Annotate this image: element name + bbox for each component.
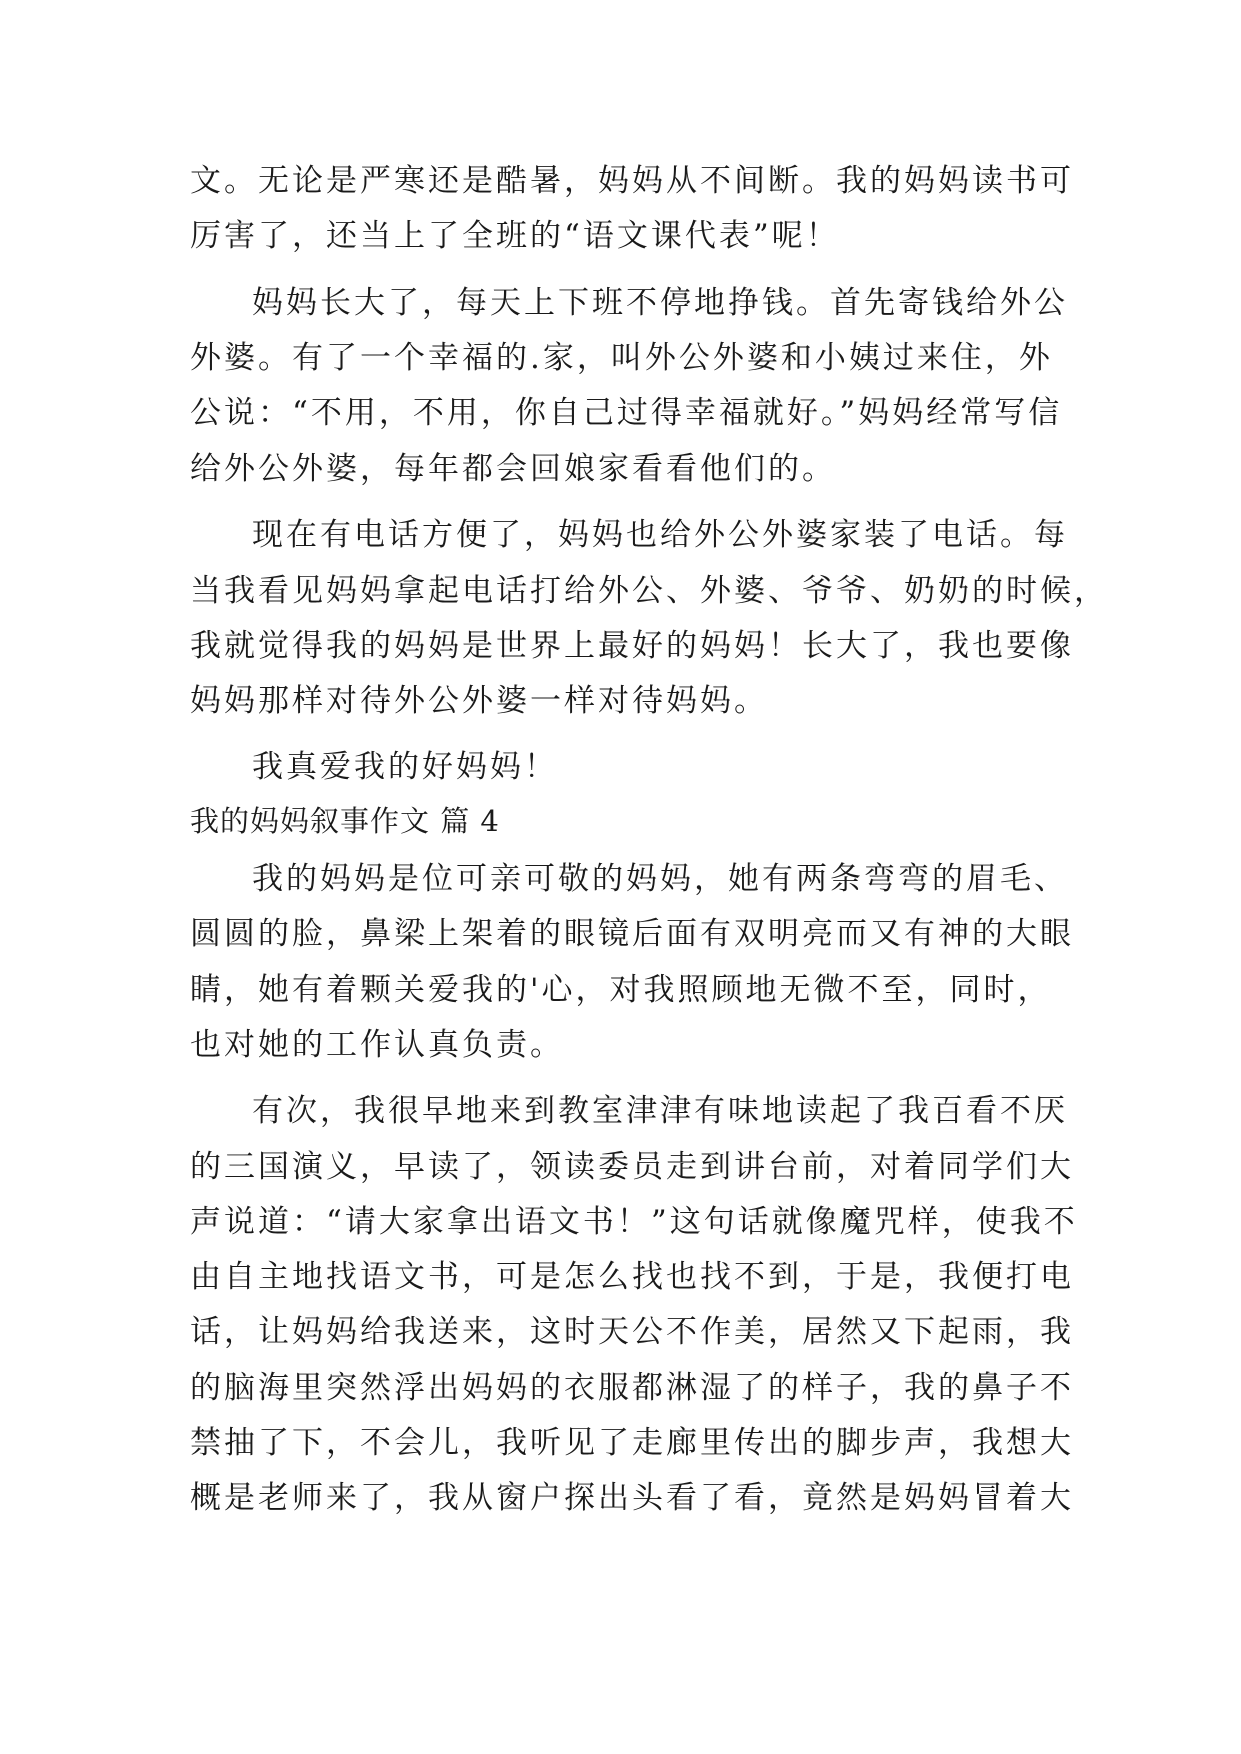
text-line: 也对她的工作认真负责。 [190, 1027, 564, 1063]
text-line: 的脑海里突然浮出妈妈的衣服都淋湿了的样子，我的鼻子不 [190, 1370, 1074, 1406]
text-line: 概是老师来了，我从窗户探出头看了看，竟然是妈妈冒着大 [190, 1480, 1074, 1516]
text-line: 声说道：“请大家拿出语文书！”这句话就像魔咒样，使我不 [190, 1204, 1078, 1240]
paragraph-start-line: 我的妈妈是位可亲可敬的妈妈，她有两条弯弯的眉毛、 [252, 861, 1068, 897]
paragraph-start-line: 我真爱我的好妈妈！ [252, 749, 558, 785]
paragraph-start-line: 现在有电话方便了，妈妈也给外公外婆家装了电话。每 [252, 517, 1068, 553]
text-line: 文。无论是严寒还是酷暑，妈妈从不间断。我的妈妈读书可 [190, 163, 1074, 199]
text-line: 给外公外婆，每年都会回娘家看看他们的。 [190, 451, 836, 487]
text-line: 妈妈那样对待外公外婆一样对待妈妈。 [190, 683, 768, 719]
text-line: 外婆。有了一个幸福的.家，叫外公外婆和小姨过来住，外 [190, 340, 1053, 376]
paragraph-start-line: 有次，我很早地来到教室津津有味地读起了我百看不厌 [252, 1093, 1068, 1129]
text-line: 禁抽了下，不会儿，我听见了走廊里传出的脚步声，我想大 [190, 1425, 1074, 1461]
text-line: 当我看见妈妈拿起电话打给外公、外婆、爷爷、奶奶的时候， [190, 573, 1108, 609]
text-line: 话，让妈妈给我送来，这时天公不作美，居然又下起雨，我 [190, 1314, 1074, 1350]
paragraph-start-line: 妈妈长大了，每天上下班不停地挣钱。首先寄钱给外公 [252, 285, 1068, 321]
text-line: 我就觉得我的妈妈是世界上最好的妈妈！长大了，我也要像 [190, 628, 1074, 664]
text-line: 睛，她有着颗关爱我的'心，对我照顾地无微不至，同时， [190, 972, 1052, 1008]
text-line: 公说：“不用，不用，你自己过得幸福就好。”妈妈经常写信 [190, 395, 1063, 431]
text-line: 的三国演义，早读了，领读委员走到讲台前，对着同学们大 [190, 1149, 1074, 1185]
section-heading: 我的妈妈叙事作文 篇 4 [190, 804, 500, 838]
text-line: 由自主地找语文书，可是怎么找也找不到，于是，我便打电 [190, 1259, 1074, 1295]
text-line: 厉害了，还当上了全班的“语文课代表”呢！ [190, 218, 840, 254]
text-line: 圆圆的脸，鼻梁上架着的眼镜后面有双明亮而又有神的大眼 [190, 916, 1074, 952]
